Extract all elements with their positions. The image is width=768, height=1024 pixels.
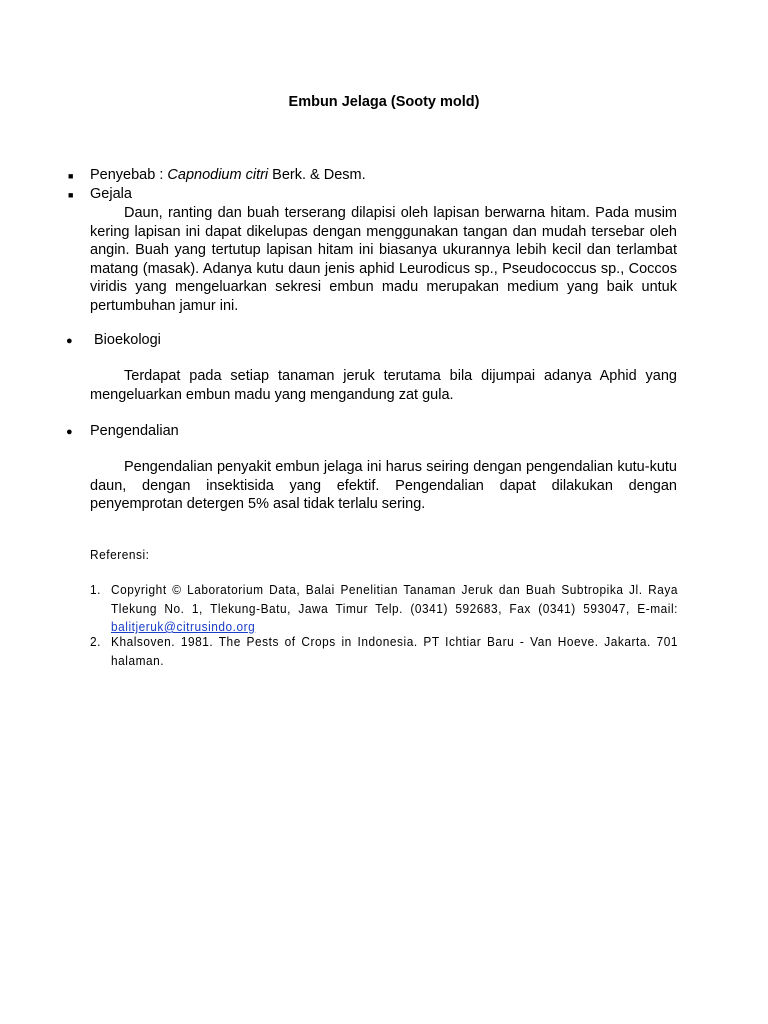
round-bullet-icon: ●: [66, 426, 73, 438]
penyebab-line: [90, 166, 366, 185]
gejala-paragraph: Daun, ranting dan buah terserang dilapisi oleh lapisan berwarna hitam. Pada musim kering lapisan ini dapat dikelupas dengan menggunakan tangan dan mudah tersebar oleh angin. Buah yang tertutup lapisan hitam ini biasanya ukurannya lebih kecil dan terlambat matang (masak). Adanya kutu daun jenis aphid Leurodicus sp., Pseudococcus sp., Coccos viridis yang mengeluarkan sekresi embun madu merupakan medium yang baik untuk pertumbuhan jamur ini.: [90, 205, 677, 314]
page-title: Embun Jelaga (Sooty mold): [288, 94, 480, 110]
round-bullet-icon: ●: [66, 335, 73, 347]
pengendalian-paragraph: Pengendalian penyakit embun jelaga ini harus seiring dengan pengendalian kutu-kutu daun, dengan insektisida yang efektif. Pengendalian dapat dilakukan dengan penyemprotan detergen 5% asal tidak terlalu sering.: [90, 459, 677, 512]
penyebab-author: Berk. & Desm.: [268, 167, 366, 183]
reference-number: 1.: [90, 582, 101, 597]
reference-text: Copyright © Laboratorium Data, Balai Penelitian Tanaman Jeruk dan Buah Subtropika Jl. Raya Tlekung No. 1, Tlekung-Batu, Jawa Timur Telp. (0341) 592683, Fax (0341) 593047, E-mail:: [111, 582, 678, 616]
square-bullet-icon: ■: [68, 171, 74, 181]
square-bullet-icon: ■: [68, 190, 74, 200]
reference-text: Khalsoven. 1981. The Pests of Crops in Indonesia. PT Ichtiar Baru - Van Hoeve. Jakarta. 701 halaman.: [111, 634, 678, 668]
reference-item: [111, 633, 678, 670]
bioekologi-heading: Bioekologi: [94, 332, 161, 348]
reference-item: [111, 581, 678, 637]
bioekologi-paragraph: Terdapat pada setiap tanaman jeruk terutama bila dijumpai adanya Aphid yang mengeluarkan embun madu yang mengandung zat gula.: [90, 368, 677, 403]
referensi-heading: Referensi:: [90, 547, 150, 562]
penyebab-label: Penyebab :: [90, 167, 168, 183]
gejala-heading: Gejala: [90, 186, 132, 202]
pengendalian-heading: Pengendalian: [90, 423, 179, 439]
reference-number: 2.: [90, 634, 101, 649]
email-link[interactable]: balitjeruk@citrusindo.org: [111, 619, 256, 634]
penyebab-species: Capnodium citri: [167, 167, 269, 183]
